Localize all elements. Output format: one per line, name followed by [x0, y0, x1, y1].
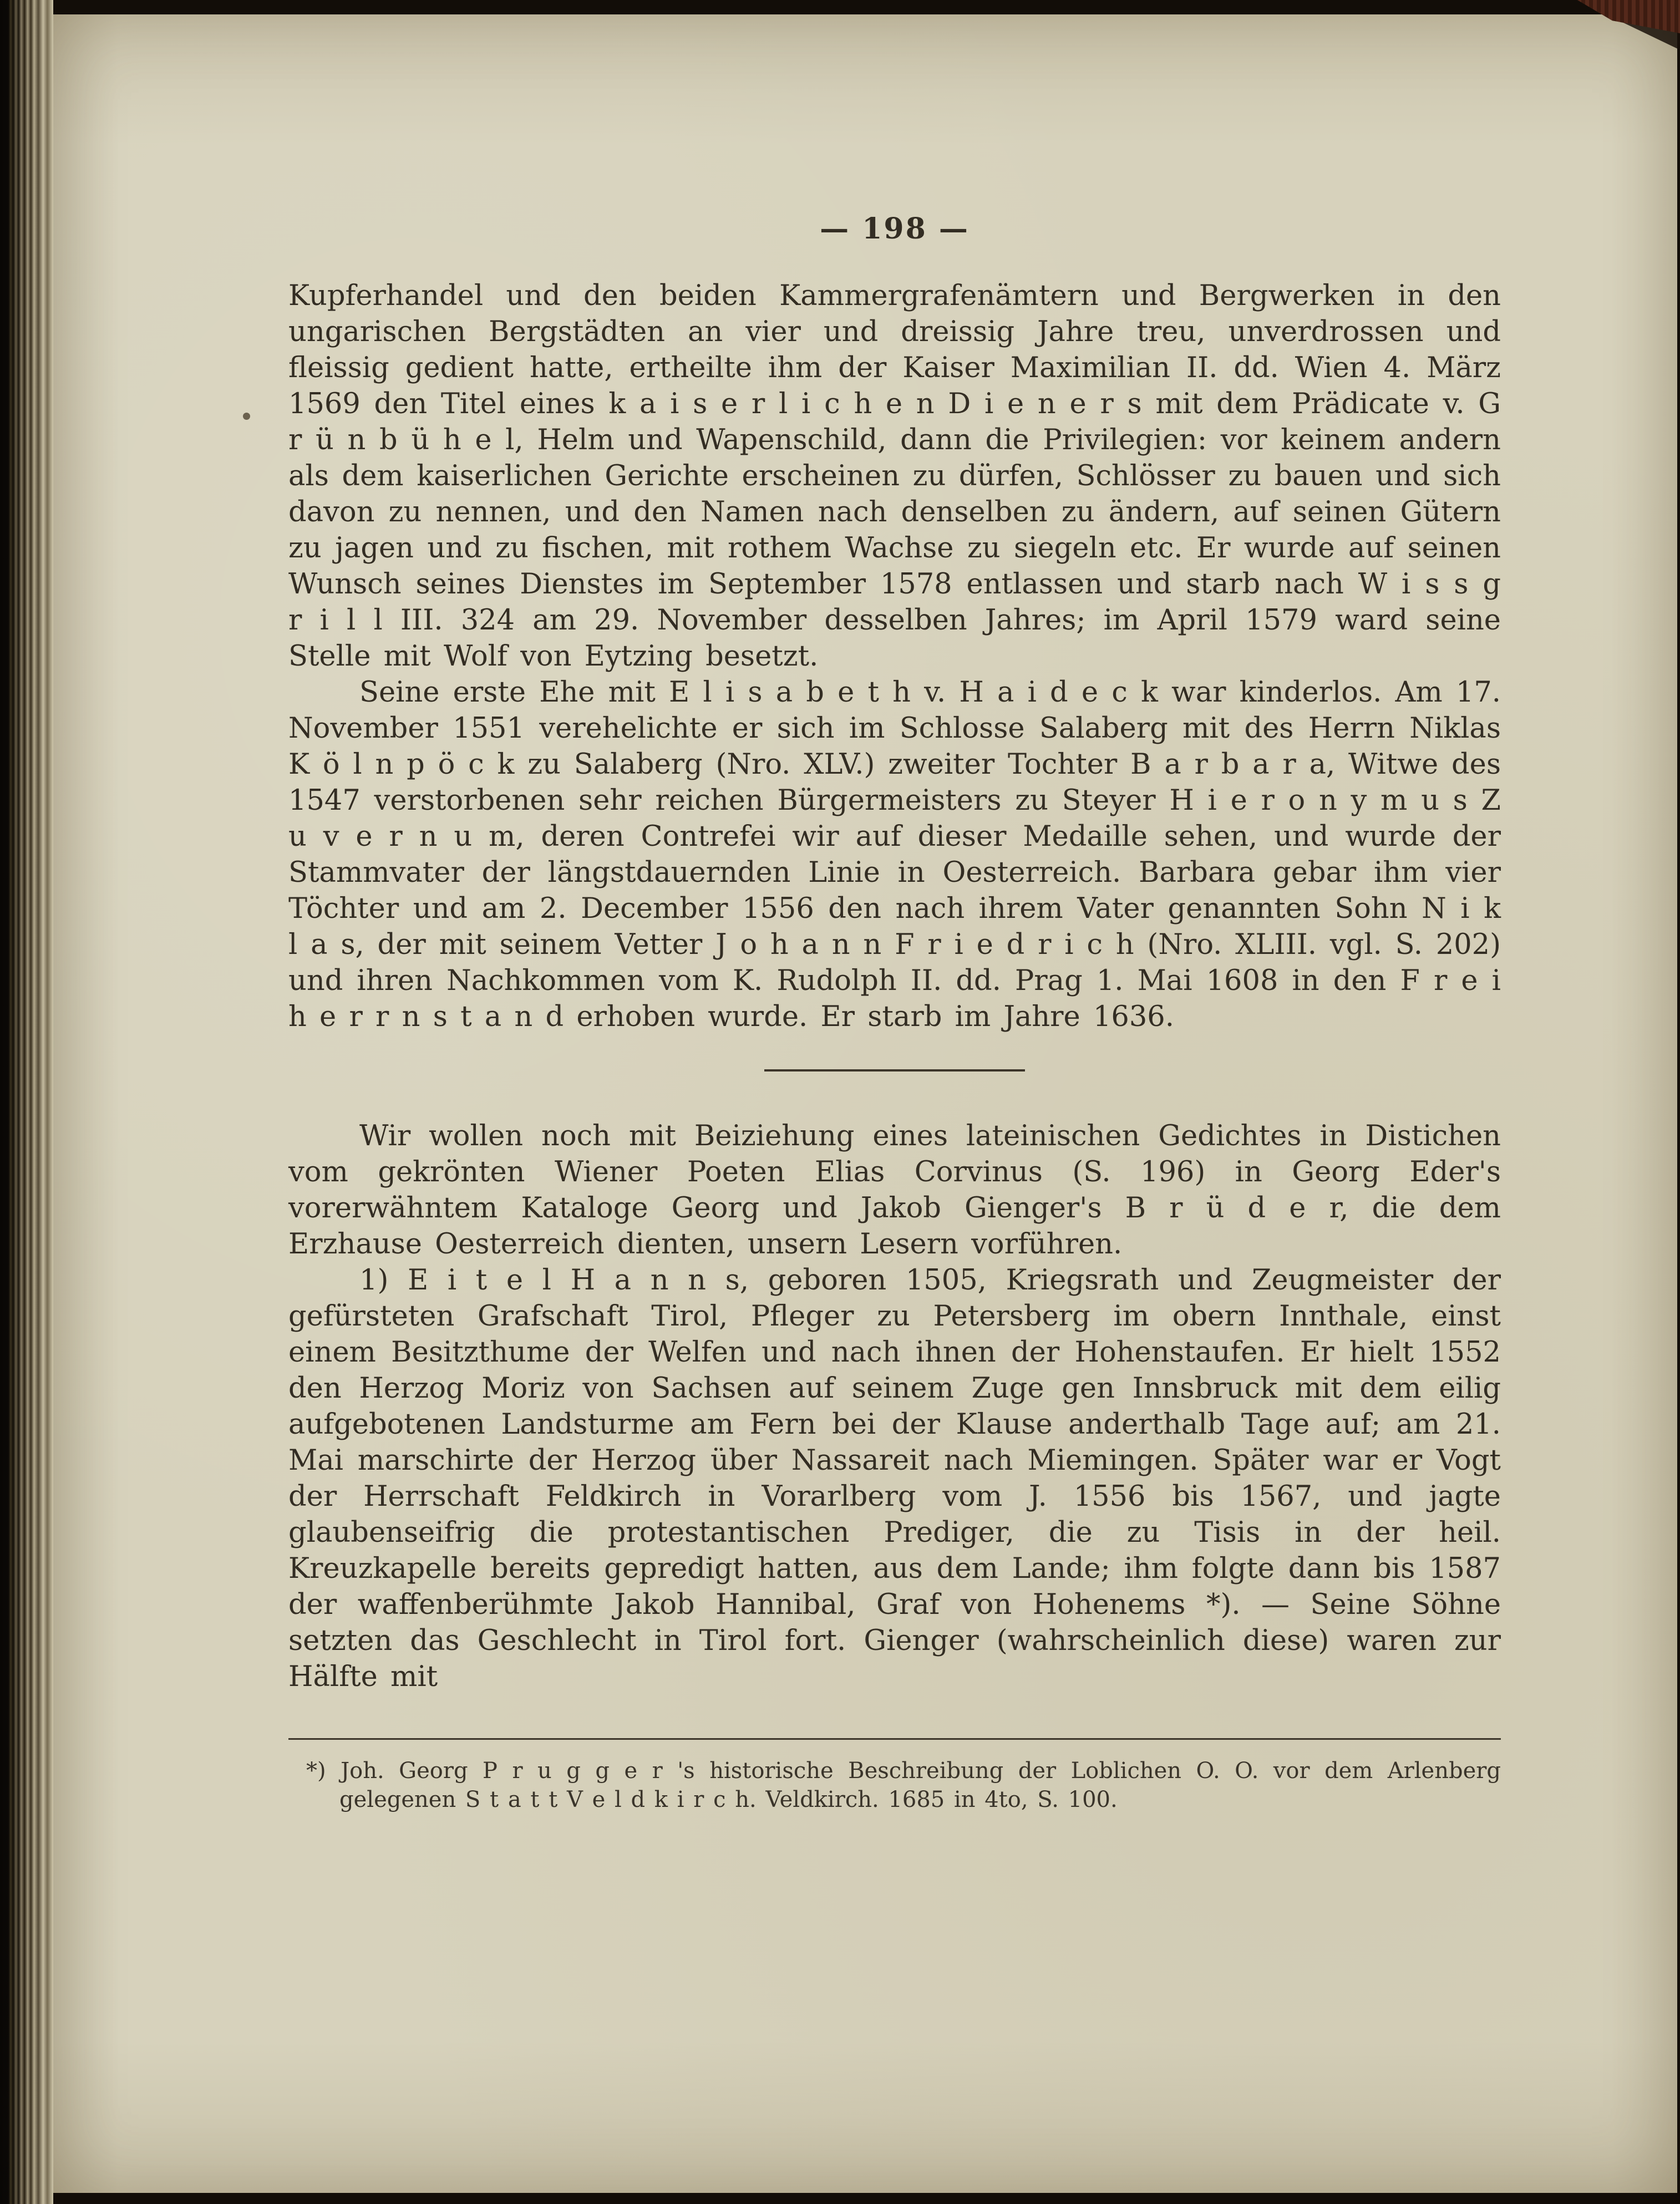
- paragraph-eitel-hanns: 1) E i t e l H a n n s, geboren 1505, Kriegsrath und Zeugmeister der gefürsteten Grafschaft Tirol, Pfleger zu Petersberg im obern Innthale, einst einem Besitzthume der Welfen und nach ihnen der Hohenstaufen. Er hielt 1552 den Herzog Moriz von Sachsen auf seinem Zuge gen Innsbruck mit dem eilig aufgebotenen Landsturme am Fern bei der Klause anderthalb Tage auf; am 21. Mai marschirte der Herzog über Nassareit nach Miemingen. Später war er Vogt der Herrschaft Feldkirch in Vorarlberg vom J. 1556 bis 1567, und jagte glaubenseifrig die protestantischen Prediger, die zu Tisis in der heil. Kreuzkapelle bereits gepredigt hatten, aus dem Lande; ihm folgte dann bis 1587 der waffenberühmte Jakob Hannibal, Graf von Hohenems *). — Seine Söhne setzten das Geschlecht in Tirol fort. Gienger (wahrscheinlich diese) waren zur Hälfte mit: [288, 1264, 1501, 1693]
- book-page: [53, 14, 1677, 2193]
- paragraph-erste-ehe: Seine erste Ehe mit E l i s a b e t h v. H a i d e c k war kinderlos. Am 17. November 1551 verehelichte er sich im Schlosse Salaberg mit des Herrn Niklas K ö l n p ö c k zu Salaberg (Nro. XLV.) zweiter Tochter B a r b a r a, Witwe des 1547 verstorbenen sehr reichen Bürgermeisters zu Steyer H i e r o n y m u s Z u v e r n u m, deren Contrefei wir auf dieser Medaille sehen, und wurde der Stammvater der längstdauernden Linie in Oesterreich. Barbara gebar ihm vier Töchter und am 2. December 1556 den nach ihrem Vater genannten Sohn N i k l a s, der mit seinem Vetter J o h a n n F r i e d r i c h (Nro. XLIII. vgl. S. 202) und ihren Nachkommen vom K. Rudolph II. dd. Prag 1. Mai 1608 in den F r e i h e r r n s t a n d erhoben wurde. Er starb im Jahre 1636.: [288, 676, 1501, 1033]
- footnote: *) Joh. Georg P r u g g e r 's historische Beschreibung der Loblichen O. O. vor dem Arlenberg gelegenen S t a t t V e l d k i r c h. Veldkirch. 1685 in 4to, S. 100.: [306, 1758, 1501, 1812]
- margin-ink-mark: [243, 413, 250, 420]
- page-number: — 198 —: [820, 212, 970, 246]
- page-content: [288, 212, 1501, 1814]
- book-page-edges: [0, 0, 53, 2204]
- section-separator-rule: [764, 1069, 1025, 1071]
- paragraph-wir-wollen: Wir wollen noch mit Beiziehung eines lateinischen Gedichtes in Distichen vom gekrönten Wiener Poeten Elias Corvinus (S. 196) in Georg Eder's vorerwähntem Kataloge Georg und Jakob Gienger's B r ü d e r, die dem Erzhause Oesterreich dienten, unsern Lesern vorführen.: [288, 1120, 1501, 1261]
- footnote-separator-rule: [288, 1738, 1501, 1740]
- paragraph-kupferhandel: Kupferhandel und den beiden Kammergrafenämtern und Bergwerken in den ungarischen Bergstädten an vier und dreissig Jahre treu, unverdrossen und fleissig gedient hatte, ertheilte ihm der Kaiser Maximilian II. dd. Wien 4. März 1569 den Titel eines k a i s e r l i c h e n D i e n e r s mit dem Prädicate v. G r ü n b ü h e l, Helm und Wapenschild, dann die Privilegien: vor keinem andern als dem kaiserlichen Gerichte erscheinen zu dürfen, Schlösser zu bauen und sich davon zu nennen, und den Namen nach denselben zu ändern, auf seinen Gütern zu jagen und zu fischen, mit rothem Wachse zu siegeln etc. Er wurde auf seinen Wunsch seines Dienstes im September 1578 entlassen und starb nach W i s s g r i l l III. 324 am 29. November desselben Jahres; im April 1579 ward seine Stelle mit Wolf von Eytzing besetzt.: [288, 280, 1501, 673]
